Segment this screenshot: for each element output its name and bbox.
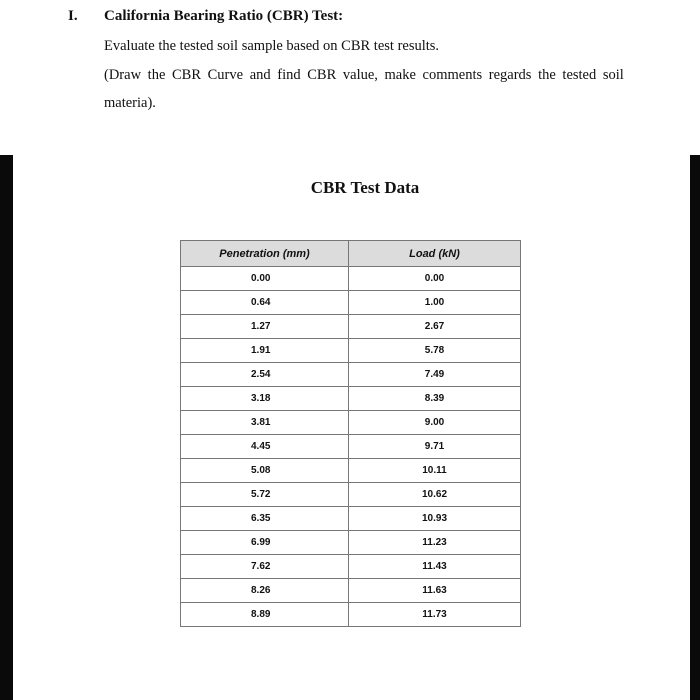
table-row [181, 579, 521, 603]
table-body [181, 267, 521, 627]
question-number: I. [68, 8, 78, 24]
table-row [181, 555, 521, 579]
penetration-cell: 0.00 [181, 267, 349, 291]
load-cell: 9.00 [349, 411, 521, 435]
penetration-cell: 1.27 [181, 315, 349, 339]
table-row [181, 291, 521, 315]
load-cell: 11.73 [349, 603, 521, 627]
table-row [181, 411, 521, 435]
penetration-cell: 6.99 [181, 531, 349, 555]
table-row [181, 339, 521, 363]
table-header-row [181, 241, 521, 267]
penetration-cell: 1.91 [181, 339, 349, 363]
right-border-bar [690, 155, 700, 700]
penetration-cell: 7.62 [181, 555, 349, 579]
load-cell: 11.43 [349, 555, 521, 579]
load-cell: 9.71 [349, 435, 521, 459]
penetration-cell: 6.35 [181, 507, 349, 531]
table-row [181, 387, 521, 411]
load-cell: 10.62 [349, 483, 521, 507]
penetration-cell: 8.89 [181, 603, 349, 627]
penetration-cell: 5.08 [181, 459, 349, 483]
header-penetration: Penetration (mm) [181, 241, 349, 267]
cbr-data-table [180, 240, 521, 627]
question-title: California Bearing Ratio (CBR) Test: [104, 8, 344, 24]
load-cell: 0.00 [349, 267, 521, 291]
table-row [181, 507, 521, 531]
load-cell: 11.63 [349, 579, 521, 603]
penetration-cell: 2.54 [181, 363, 349, 387]
table-row [181, 267, 521, 291]
load-cell: 10.93 [349, 507, 521, 531]
instruction-line-3: materia). [104, 95, 156, 111]
header-load: Load (kN) [349, 241, 521, 267]
table-title: CBR Test Data [310, 178, 420, 197]
load-cell: 11.23 [349, 531, 521, 555]
load-cell: 1.00 [349, 291, 521, 315]
instruction-line-1: Evaluate the tested soil sample based on CBR test results. [104, 38, 440, 54]
penetration-cell: 3.18 [181, 387, 349, 411]
instruction-line-2: (Draw the CBR Curve and find CBR value, make comments regards the tested soil [104, 67, 624, 83]
penetration-cell: 3.81 [181, 411, 349, 435]
load-cell: 8.39 [349, 387, 521, 411]
table-row [181, 459, 521, 483]
penetration-cell: 5.72 [181, 483, 349, 507]
table-row [181, 483, 521, 507]
penetration-cell: 8.26 [181, 579, 349, 603]
table-row [181, 603, 521, 627]
load-cell: 5.78 [349, 339, 521, 363]
left-border-bar [0, 155, 13, 700]
table-row [181, 363, 521, 387]
penetration-cell: 0.64 [181, 291, 349, 315]
table-row [181, 531, 521, 555]
penetration-cell: 4.45 [181, 435, 349, 459]
table-row [181, 315, 521, 339]
load-cell: 7.49 [349, 363, 521, 387]
load-cell: 2.67 [349, 315, 521, 339]
table-row [181, 435, 521, 459]
load-cell: 10.11 [349, 459, 521, 483]
